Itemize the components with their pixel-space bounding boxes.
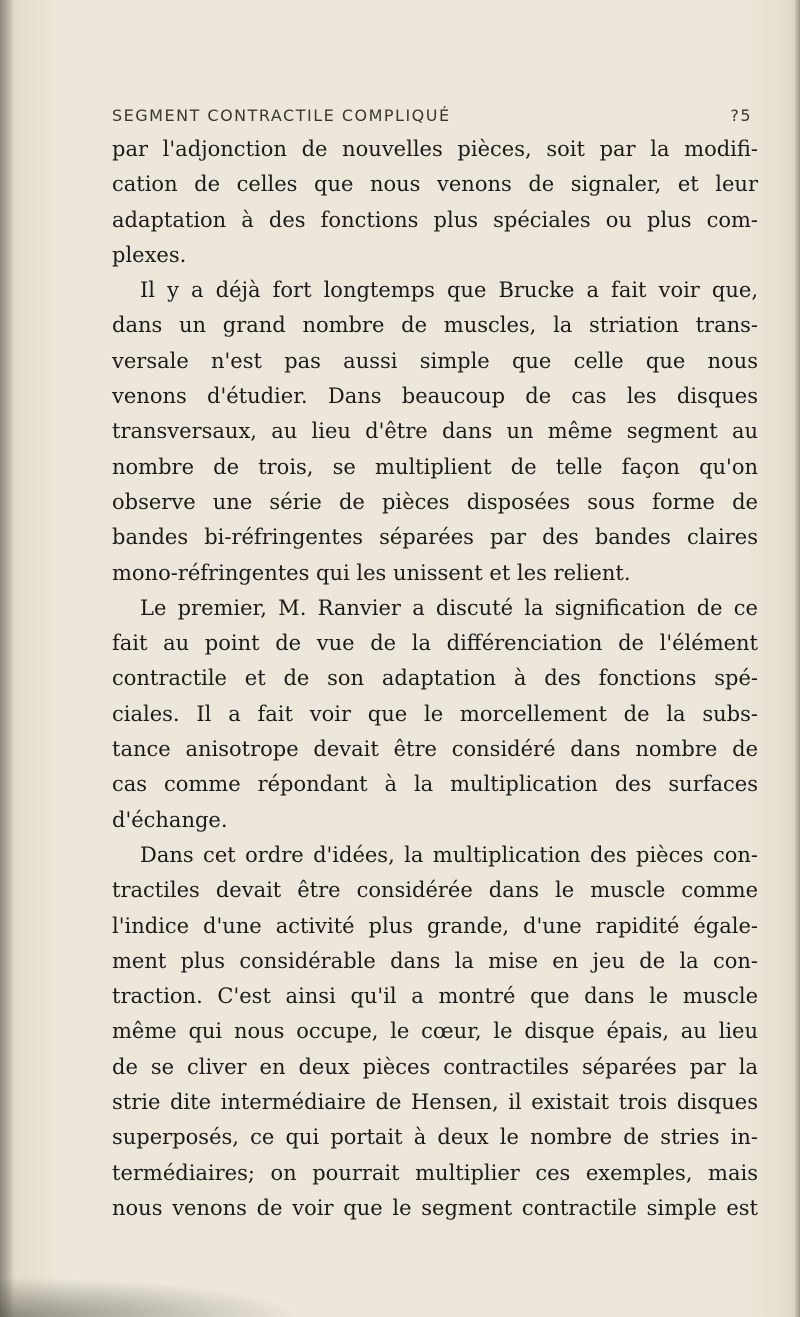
text-line: l'indice d'une activité plus grande, d'une rapidité égale- — [112, 913, 758, 938]
text-line: mono-réfringentes qui les unissent et les relient. — [112, 560, 631, 585]
text-line: strie dite intermédiaire de Hensen, il existait trois disques — [112, 1090, 758, 1115]
paragraph — [112, 273, 758, 591]
running-head — [112, 106, 752, 130]
text-line: traction. C'est ainsi qu'il a montré que dans le muscle — [112, 984, 758, 1009]
text-line: Le premier, M. Ranvier a discuté la signification de ce — [140, 595, 758, 620]
paragraph — [112, 132, 758, 273]
text-line: d'échange. — [112, 807, 228, 832]
text-line: plexes. — [112, 242, 187, 267]
text-line: versale n'est pas aussi simple que celle que nous — [112, 348, 758, 373]
text-line: cas comme répondant à la multiplication des surfaces — [112, 772, 758, 797]
text-line: ciales. Il a fait voir que le morcellement de la subs- — [112, 701, 758, 726]
text-line: de se cliver en deux pièces contractiles séparées par la — [112, 1054, 758, 1079]
text-line: nous venons de voir que le segment contractile simple est — [112, 1195, 758, 1220]
text-line: par l'adjonction de nouvelles pièces, soit par la modifi- — [112, 137, 758, 161]
text-line: observe une série de pièces disposées sous forme de — [112, 489, 758, 514]
text-line: superposés, ce qui portait à deux le nombre de stries in- — [112, 1125, 758, 1150]
text-line: adaptation à des fonctions plus spéciales ou plus com- — [112, 207, 758, 232]
paragraph — [112, 838, 758, 1226]
text-line: Il y a déjà fort longtemps que Brucke a fait voir que, — [140, 278, 758, 303]
binding-shadow — [0, 0, 14, 1317]
body-text — [112, 132, 758, 1226]
text-line: fait au point de vue de la différenciation de l'élément — [112, 631, 758, 656]
text-line: tractiles devait être considérée dans le muscle comme — [112, 878, 758, 903]
text-line: bandes bi-réfringentes séparées par des bandes claires — [112, 525, 758, 550]
text-line: venons d'étudier. Dans beaucoup de cas les disques — [112, 384, 758, 409]
page-edge — [794, 0, 800, 1317]
text-line: même qui nous occupe, le cœur, le disque épais, au lieu — [112, 1019, 758, 1044]
text-line: ment plus considérable dans la mise en jeu de la con- — [112, 948, 758, 973]
corner-shadow — [0, 1277, 300, 1317]
paragraph — [112, 591, 758, 838]
text-line: nombre de trois, se multiplient de telle façon qu'on — [112, 454, 758, 479]
text-line: contractile et de son adaptation à des fonctions spé- — [112, 666, 758, 691]
running-head-title: SEGMENT CONTRACTILE COMPLIQUÉ — [112, 106, 451, 125]
text-line: tance anisotrope devait être considéré dans nombre de — [112, 737, 758, 762]
text-line: transversaux, au lieu d'être dans un même segment au — [112, 419, 758, 444]
text-line: termédiaires; on pourrait multiplier ces exemples, mais — [112, 1160, 758, 1185]
text-line: dans un grand nombre de muscles, la striation trans- — [112, 313, 758, 338]
text-line: Dans cet ordre d'idées, la multiplication des pièces con- — [140, 842, 758, 867]
page-number: ?5 — [730, 106, 752, 125]
text-line: cation de celles que nous venons de signaler, et leur — [112, 172, 758, 197]
